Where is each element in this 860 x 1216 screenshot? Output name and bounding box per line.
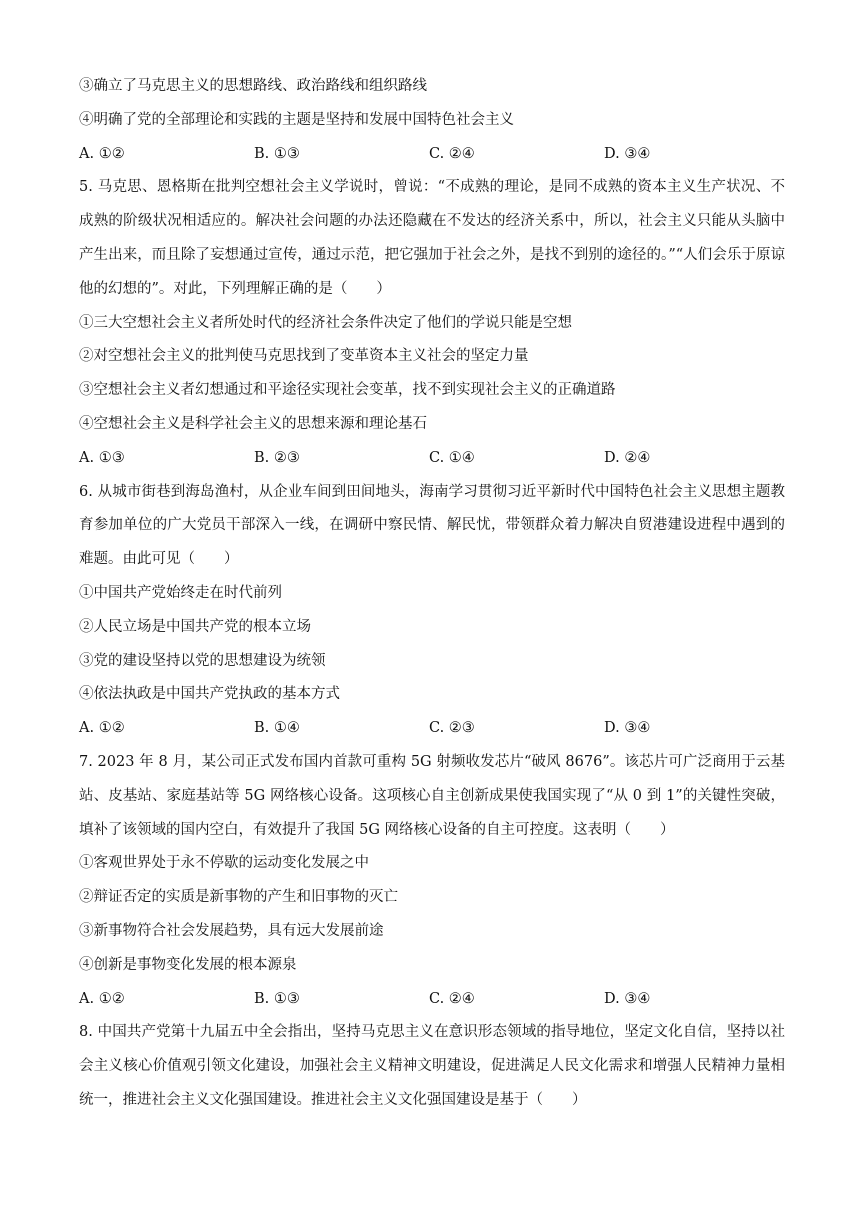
option-c[interactable]: C. ②③: [429, 720, 475, 737]
question-6: [79, 476, 785, 746]
statement: ②人民立场是中国共产党的根本立场: [79, 618, 311, 635]
answer-options: [79, 983, 785, 1017]
option-b[interactable]: B. ①④: [254, 720, 300, 737]
option-d[interactable]: D. ③④: [604, 145, 651, 162]
question-stem: 6. 从城市街巷到海岛渔村，从企业车间到田间地头，海南学习贯彻习近平新时代中国特色社会主义思想主题教育参加单位的广大党员干部深入一线，在调研中察民情、解民忧，带领群众着力解决自贸港建设进程中遇到的难题。由此可见（ ）: [79, 483, 785, 568]
answer-options: [79, 712, 785, 746]
statement: ④依法执政是中国共产党执政的基本方式: [79, 686, 340, 703]
question-8: [79, 1016, 785, 1117]
option-a[interactable]: A. ①③: [79, 449, 125, 466]
statement: ①中国共产党始终走在时代前列: [79, 584, 282, 601]
statement: ④空想社会主义是科学社会主义的思想来源和理论基石: [79, 415, 427, 432]
option-b[interactable]: B. ①③: [254, 145, 300, 162]
statement: ④明确了党的全部理论和实践的主题是坚持和发展中国特色社会主义: [79, 111, 514, 128]
statement: ①客观世界处于永不停歇的运动变化发展之中: [79, 855, 369, 872]
question-7: [79, 746, 785, 1016]
answer-options: [79, 138, 785, 172]
option-c[interactable]: C. ②④: [429, 145, 475, 162]
statement: ②对空想社会主义的批判使马克思找到了变革资本主义社会的坚定力量: [79, 348, 529, 365]
question-stem: 7. 2023 年 8 月，某公司正式发布国内首款可重构 5G 射频收发芯片“破风 8676”。该芯片可广泛商用于云基站、皮基站、家庭基站等 5G 网络核心设备。这项核心自主创新成果使我国实现了“从 0 到 1”的关键性突破，填补了该领域的国内空白，有效提升了我国 5G 网络核心设备的自主可控度。这表明（ ）: [79, 753, 785, 838]
option-a[interactable]: A. ①②: [79, 145, 125, 162]
exam-page: [79, 70, 785, 1118]
option-d[interactable]: D. ②④: [604, 449, 651, 466]
option-a[interactable]: A. ①②: [79, 990, 125, 1007]
statement: ③确立了马克思主义的思想路线、政治路线和组织路线: [79, 78, 427, 94]
question-stem: 5. 马克思、恩格斯在批判空想社会主义学说时，曾说：“不成熟的理论，是同不成熟的资本主义生产状况、不成熟的阶级状况相适应的。解决社会问题的办法还隐藏在不发达的经济关系中，所以，社会主义只能从头脑中产生出来，而且除了妄想通过宣传，通过示范，把它强加于社会之外，是找不到别的途径的。”“人们会乐于原谅他的幻想的”。对此，下列理解正确的是（ ）: [79, 179, 785, 297]
option-c[interactable]: C. ①④: [429, 449, 475, 466]
question-5: [79, 171, 785, 475]
statement: ③空想社会主义者幻想通过和平途径实现社会变革，找不到实现社会主义的正确道路: [79, 382, 616, 399]
answer-options: [79, 442, 785, 476]
option-d[interactable]: D. ③④: [604, 720, 651, 737]
question-4: [79, 70, 785, 171]
option-b[interactable]: B. ①③: [254, 990, 300, 1007]
statement: ④创新是事物变化发展的根本源泉: [79, 956, 297, 973]
statement: ①三大空想社会主义者所处时代的经济社会条件决定了他们的学说只能是空想: [79, 314, 572, 331]
option-c[interactable]: C. ②④: [429, 990, 475, 1007]
option-d[interactable]: D. ③④: [604, 990, 651, 1007]
option-a[interactable]: A. ①②: [79, 720, 125, 737]
option-b[interactable]: B. ②③: [254, 449, 300, 466]
statement: ③党的建设坚持以党的思想建设为统领: [79, 652, 326, 669]
statement: ②辩证否定的实质是新事物的产生和旧事物的灭亡: [79, 889, 398, 906]
question-stem: 8. 中国共产党第十九届五中全会指出，坚持马克思主义在意识形态领域的指导地位，坚定文化自信，坚持以社会主义核心价值观引领文化建设，加强社会主义精神文明建设，促进满足人民文化需求和增强人民精神力量相统一，推进社会主义文化强国建设。推进社会主义文化强国建设是基于（ ）: [79, 1024, 785, 1108]
statement: ③新事物符合社会发展趋势，具有远大发展前途: [79, 922, 384, 939]
